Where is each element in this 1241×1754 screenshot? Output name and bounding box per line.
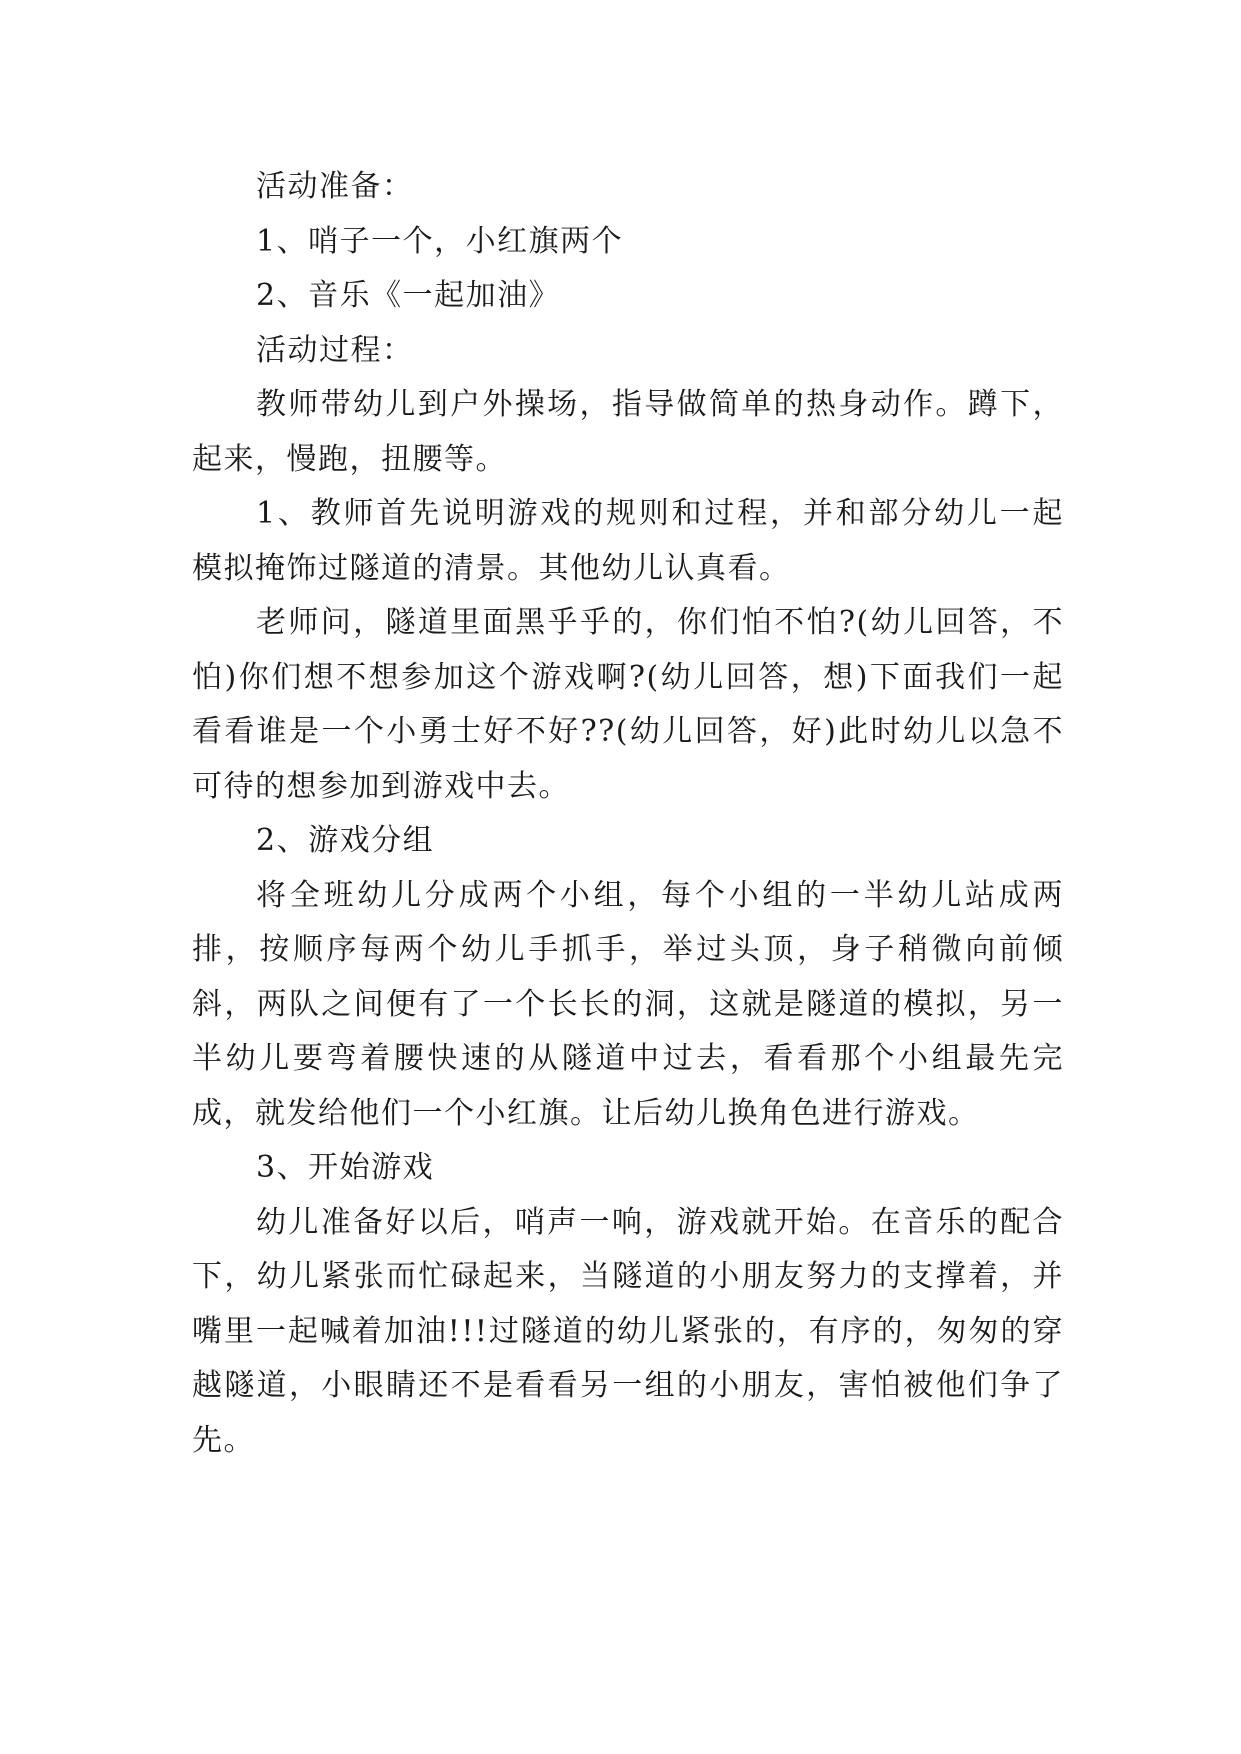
paragraph-start-game: 幼儿准备好以后，哨声一响，游戏就开始。在音乐的配合下，幼儿紧张而忙碌起来，当隧道的小朋友努力的支撑着，并嘴里一起喊着加油!!!过隧道的幼儿紧张的，有序的，匆匆的穿越隧道，小眼睛还不是看看另一组的小朋友，害怕被他们争了先。 <box>192 1204 1064 1458</box>
heading-step-3: 3、开始游戏 <box>256 1150 435 1185</box>
paragraph-teacher-question: 老师问，隧道里面黑乎乎的，你们怕不怕?(幼儿回答，不怕)你们想不想参加这个游戏啊?(幼儿回答，想)下面我们一起看看谁是一个小勇士好不好??(幼儿回答，好)此时幼儿以急不可待的想参加到游戏中去。 <box>192 605 1064 804</box>
heading-activity-preparation: 活动准备： <box>256 169 414 204</box>
heading-step-2: 2、游戏分组 <box>256 823 435 858</box>
preparation-item-1: 1、哨子一个，小红旗两个 <box>256 223 624 259</box>
heading-activity-process: 活动过程： <box>256 332 414 368</box>
preparation-item-2: 2、音乐《一起加油》 <box>256 278 561 313</box>
document-page <box>192 160 1064 1468</box>
paragraph-grouping: 将全班幼儿分成两个小组，每个小组的一半幼儿站成两排，按顺序每两个幼儿手抓手，举过头顶，身子稍微向前倾斜，两队之间便有了一个长长的洞，这就是隧道的模拟，另一半幼儿要弯着腰快速的从隧道中过去，看看那个小组最先完成，就发给他们一个小红旗。让后幼儿换角色进行游戏。 <box>192 877 1064 1131</box>
paragraph-warmup: 教师带幼儿到户外操场，指导做简单的热身动作。蹲下，起来，慢跑，扭腰等。 <box>192 387 1064 477</box>
paragraph-step-1: 1、教师首先说明游戏的规则和过程，并和部分幼儿一起模拟掩饰过隧道的清景。其他幼儿认真看。 <box>192 496 1064 586</box>
